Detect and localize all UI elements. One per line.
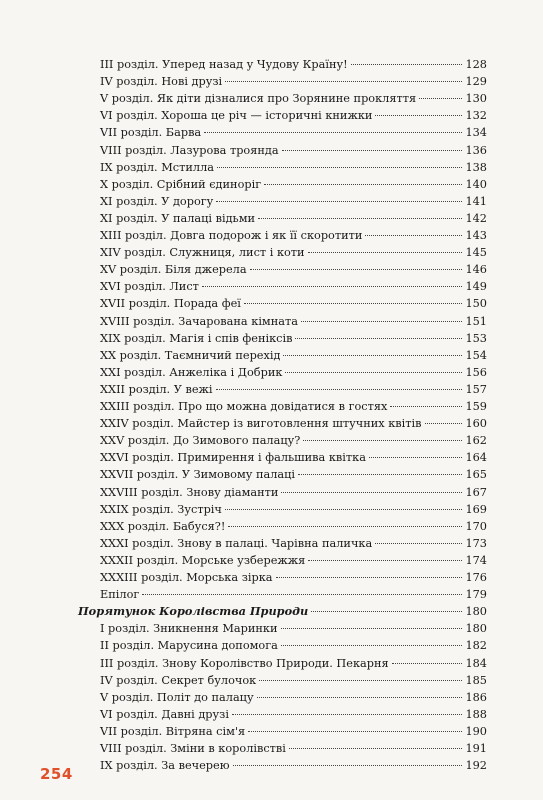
toc-entry-page: 157 — [465, 382, 487, 396]
toc-entry-page: 180 — [465, 622, 487, 636]
toc-entry — [100, 330, 487, 347]
page-number: 254 — [40, 765, 73, 783]
toc-entry — [100, 159, 487, 176]
dot-leader — [202, 286, 462, 287]
dot-leader — [259, 680, 462, 681]
toc-entry — [100, 706, 487, 723]
dot-leader — [351, 64, 462, 65]
toc-entry-page: 176 — [465, 571, 487, 584]
toc-entry-page: 180 — [465, 605, 487, 619]
toc-entry-title: XXX розділ. Бабуся?! — [100, 519, 226, 533]
toc-entry-title: XXIV розділ. Майстер із виготовлення штучних квітів — [100, 417, 422, 431]
dot-leader — [369, 457, 462, 458]
dot-leader — [225, 509, 462, 510]
dot-leader — [228, 526, 462, 527]
toc-entry-page: 130 — [465, 92, 487, 106]
toc-entry — [100, 757, 487, 774]
toc-entry-page: 149 — [465, 280, 487, 294]
dot-leader — [281, 645, 462, 646]
toc-entry-title: XXIII розділ. Про що можна довідатися в гостях — [100, 400, 388, 413]
toc-section-heading — [78, 603, 487, 620]
dot-leader — [225, 81, 462, 82]
toc-entry — [100, 278, 487, 295]
toc-entry — [100, 364, 487, 381]
dot-leader — [216, 389, 462, 390]
toc-entry — [100, 313, 487, 330]
dot-leader — [204, 132, 462, 133]
toc-entry — [100, 261, 487, 278]
dot-leader — [295, 338, 462, 339]
toc-entry — [100, 655, 487, 672]
toc-entry-page: 190 — [465, 724, 487, 738]
dot-leader — [281, 492, 462, 493]
toc-entry — [100, 552, 487, 569]
toc-entry-page: 141 — [465, 194, 487, 208]
dot-leader — [276, 577, 463, 578]
toc-entry-title: IV розділ. Нові друзі — [100, 75, 223, 89]
toc-entry-page: 154 — [465, 348, 487, 362]
dot-leader — [301, 321, 462, 322]
dot-leader — [244, 303, 462, 304]
toc-entry-page: 134 — [465, 126, 487, 140]
toc-entry-title: Порятунок Королівства Природи — [78, 604, 309, 619]
toc-entry — [100, 586, 487, 603]
toc-entry-page: 184 — [465, 656, 487, 670]
dot-leader — [375, 543, 462, 544]
toc-entry-title: XI розділ. У дорогу — [100, 194, 214, 208]
toc-entry-page: 165 — [465, 468, 487, 482]
toc-entry — [100, 176, 487, 193]
toc-entry-page: 142 — [465, 211, 487, 225]
toc-entry — [100, 244, 487, 261]
toc-entry-page: 164 — [465, 451, 487, 465]
toc-entry — [100, 142, 487, 159]
toc-entry — [100, 449, 487, 466]
toc-entry — [100, 73, 487, 90]
toc-entry-page: 129 — [465, 75, 487, 89]
toc-entry-title: XXXIII розділ. Морська зірка — [100, 571, 273, 584]
toc-entry — [100, 535, 487, 552]
toc-entry-title: VIII розділ. Зміни в королівстві — [100, 742, 286, 755]
toc-entry — [100, 740, 487, 757]
toc-entry — [100, 501, 487, 518]
toc-entry-page: 156 — [465, 365, 487, 379]
dot-leader — [233, 765, 462, 766]
toc-entry-page: 173 — [465, 536, 487, 550]
dot-leader — [303, 440, 462, 441]
toc-entry-title: XI розділ. У палаці відьми — [100, 211, 256, 225]
dot-leader — [392, 663, 462, 664]
dot-leader — [281, 628, 462, 629]
toc-entry — [100, 90, 487, 107]
toc-entry-title: VII розділ. Вітряна сім'я — [100, 724, 246, 738]
toc-entry-title: XXI розділ. Анжеліка і Добрик — [100, 365, 283, 379]
toc-entry — [100, 193, 487, 210]
dot-leader — [283, 355, 462, 356]
dot-leader — [282, 150, 462, 151]
toc-entry — [100, 347, 487, 364]
toc-entry-title: IV розділ. Секрет булочок — [100, 673, 257, 687]
toc-entry — [100, 107, 487, 124]
toc-entry — [100, 620, 487, 637]
dot-leader — [425, 423, 462, 424]
dot-leader — [419, 98, 462, 99]
toc-entry — [100, 518, 487, 535]
toc-entry-title: I розділ. Зникнення Маринки — [100, 622, 278, 636]
toc-entry-title: XXV розділ. До Зимового палацу? — [100, 434, 301, 448]
toc-entry-page: 167 — [465, 485, 487, 499]
toc-entry-page: 159 — [465, 400, 487, 413]
toc-entry-page: 145 — [465, 246, 487, 260]
toc-entry-page: 169 — [465, 502, 487, 516]
toc-entry-title: III розділ. Знову Королівство Природи. Пекарня — [100, 656, 389, 670]
dot-leader — [375, 115, 462, 116]
toc-entry-title: XIV розділ. Служниця, лист і коти — [100, 246, 305, 260]
dot-leader — [285, 372, 462, 373]
toc-entry-title: XVIII розділ. Зачарована кімната — [100, 314, 298, 328]
toc-entry — [100, 210, 487, 227]
dot-leader — [365, 235, 462, 236]
toc-entry-page: 170 — [465, 519, 487, 533]
toc-entry-title: V розділ. Як діти дізналися про Зорянине прокляття — [100, 92, 417, 106]
toc-entry — [100, 295, 487, 312]
toc-entry — [100, 689, 487, 706]
dot-leader — [216, 201, 462, 202]
dot-leader — [311, 611, 462, 612]
toc-entry-page: 153 — [465, 331, 487, 345]
toc-entry-title: XX розділ. Таємничий перехід — [100, 348, 281, 362]
dot-leader — [232, 714, 462, 715]
toc-entry-page: 132 — [465, 109, 487, 123]
toc-entry-page: 128 — [465, 58, 487, 71]
dot-leader — [257, 697, 462, 698]
toc-entry-page: 160 — [465, 417, 487, 431]
toc-entry-page: 146 — [465, 263, 487, 277]
toc-entry-title: Епілог — [100, 588, 140, 602]
toc-entry-title: V розділ. Політ до палацу — [100, 690, 254, 704]
toc-entry-page: 186 — [465, 690, 487, 704]
toc-entry-title: IX розділ. Мстилла — [100, 160, 214, 174]
toc-entry — [100, 672, 487, 689]
toc-entry-page: 151 — [465, 314, 487, 328]
toc-entry-title: XIII розділ. Довга подорож і як її скоротити — [100, 229, 363, 242]
toc-entry-title: XVI розділ. Лист — [100, 280, 199, 294]
toc-entry-page: 191 — [465, 742, 487, 755]
dot-leader — [258, 218, 462, 219]
toc-entry-page: 174 — [465, 553, 487, 567]
dot-leader — [289, 748, 462, 749]
toc-entry — [100, 432, 487, 449]
dot-leader — [248, 731, 462, 732]
toc-entry — [100, 466, 487, 483]
dot-leader — [390, 406, 462, 407]
toc-entry-title: II розділ. Марусина допомога — [100, 639, 278, 653]
toc-entry-title: XXVIII розділ. Знову діаманти — [100, 485, 279, 499]
toc-entry-page: 140 — [465, 177, 487, 191]
toc-entry-page: 162 — [465, 434, 487, 448]
toc-entry-title: IX розділ. За вечерею — [100, 759, 230, 773]
toc-entry-title: XIX розділ. Магія і спів феніксів — [100, 331, 293, 345]
dot-leader — [217, 167, 462, 168]
toc-entry — [100, 124, 487, 141]
toc-entry-title: VII розділ. Барва — [100, 126, 202, 140]
dot-leader — [298, 474, 462, 475]
toc-entry-title: X розділ. Срібний єдиноріг — [100, 177, 262, 191]
toc-entry-page: 150 — [465, 297, 487, 311]
toc-entry-title: VI розділ. Хороша це річ — історичні книжки — [100, 109, 373, 123]
toc-entry-page: 182 — [465, 639, 487, 653]
toc-entry-title: XXVII розділ. У Зимовому палаці — [100, 468, 296, 482]
toc-entry — [100, 227, 487, 244]
dot-leader — [264, 184, 462, 185]
toc-entry-page: 188 — [465, 707, 487, 721]
toc-entry-page: 136 — [465, 143, 487, 157]
toc-entry — [100, 415, 487, 432]
toc-entry-title: XXII розділ. У вежі — [100, 382, 213, 396]
toc-entry-page: 185 — [465, 673, 487, 687]
dot-leader — [142, 594, 462, 595]
toc-entry-title: XXIX розділ. Зустріч — [100, 502, 222, 516]
toc-entry-page: 179 — [465, 588, 487, 602]
toc-entry-title: XV розділ. Біля джерела — [100, 263, 247, 277]
toc-entry-title: VI розділ. Давні друзі — [100, 707, 229, 721]
toc-entry-title: XXXII розділ. Морське узбережжя — [100, 553, 306, 567]
toc-entry-page: 192 — [465, 759, 487, 773]
dot-leader — [308, 252, 462, 253]
toc-entry-title: VIII розділ. Лазурова троянда — [100, 143, 279, 157]
toc-entry-page: 138 — [465, 160, 487, 174]
toc-entry-title: XXVI розділ. Примирення і фальшива квітка — [100, 451, 366, 465]
toc-entry — [100, 56, 487, 73]
toc-entry — [100, 398, 487, 415]
toc-entry — [100, 381, 487, 398]
toc-entry-title: III розділ. Уперед назад у Чудову Країну! — [100, 58, 348, 71]
toc-entry-page: 143 — [465, 229, 487, 242]
toc-entry — [100, 723, 487, 740]
dot-leader — [308, 560, 462, 561]
toc-entry-title: XVII розділ. Порада феї — [100, 297, 241, 311]
dot-leader — [250, 269, 462, 270]
toc-entry — [100, 637, 487, 654]
toc-entry — [100, 484, 487, 501]
toc-entry — [100, 569, 487, 586]
toc-entry-title: XXXI розділ. Знову в палаці. Чарівна паличка — [100, 536, 373, 550]
